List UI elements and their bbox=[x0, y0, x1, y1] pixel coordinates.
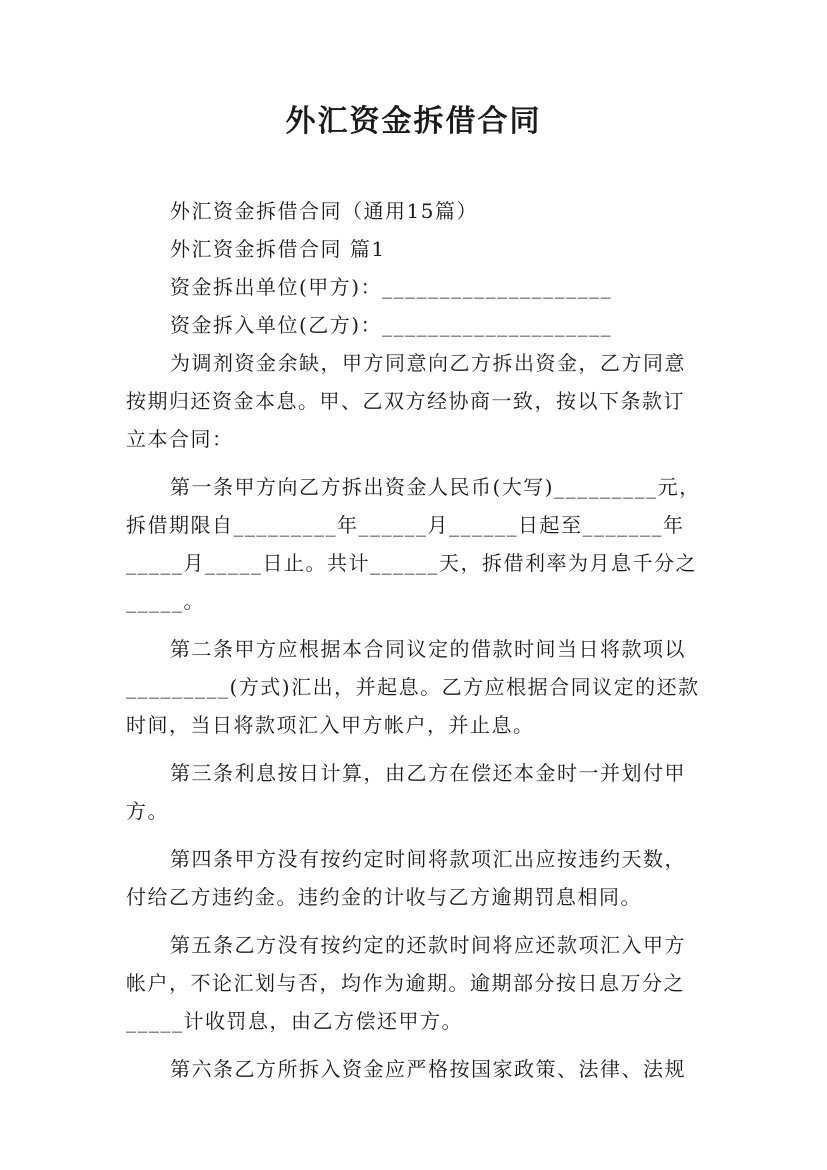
document-body bbox=[126, 192, 706, 1088]
document-title: 外汇资金拆借合同 bbox=[285, 104, 542, 139]
party-a-line: 资金拆出单位(甲方)：____________________ bbox=[170, 275, 613, 299]
party-b-line: 资金拆入单位(乙方)：____________________ bbox=[170, 313, 613, 337]
preamble-paragraph: 为调剂资金余缺，甲方同意向乙方拆出资金，乙方同意按期归还资金本息。甲、乙双方经协商一致，按以下条款订立本合同： bbox=[126, 351, 686, 451]
clause-5: 第五条乙方没有按约定的还款时间将应还款项汇入甲方帐户，不论汇划与否，均作为逾期。逾期部分按日息万分之_____计收罚息，由乙方偿还甲方。 bbox=[126, 933, 686, 1033]
clause-2: 第二条甲方应根据本合同议定的借款时间当日将款项以_________(方式)汇出，并起息。乙方应根据合同议定的还款时间，当日将款项汇入甲方帐户，并止息。 bbox=[126, 637, 700, 737]
section-heading: 外汇资金拆借合同 篇1 bbox=[170, 237, 386, 261]
clause-3: 第三条利息按日计算，由乙方在偿还本金时一并划付甲方。 bbox=[126, 761, 686, 823]
clause-4: 第四条甲方没有按约定时间将款项汇出应按违约天数，付给乙方违约金。违约金的计收与乙方逾期罚息相同。 bbox=[126, 847, 686, 909]
clause-6: 第六条乙方所拆入资金应严格按国家政策、法律、法规 bbox=[170, 1057, 686, 1081]
clause-1: 第一条甲方向乙方拆出资金人民币(大写)_________元，拆借期限自_________年______月______日起至_______年_____月_____日止。共计______天，拆借利率为月息千分之_____。 bbox=[126, 475, 701, 613]
subtitle-line: 外汇资金拆借合同（通用15篇） bbox=[170, 199, 478, 223]
